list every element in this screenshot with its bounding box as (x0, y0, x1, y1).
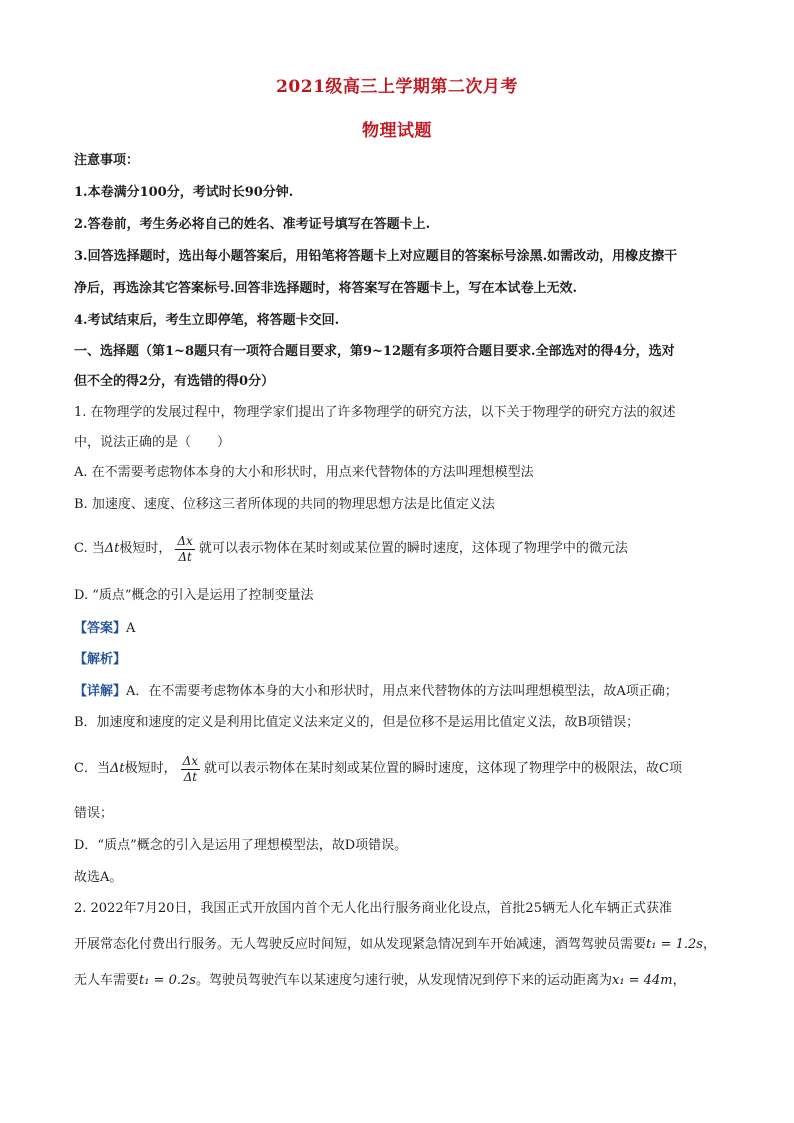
notice-item-2: 2.答卷前，考生务必将自己的姓名、准考证号填写在答题卡上. (74, 217, 431, 232)
q2-line2-text: 开展常态化付费出行服务。无人驾驶反应时间短，如从发现紧急情况到车开始减速，酒驾驾驶员需要 (74, 937, 647, 952)
option-b: B. 加速度、速度、位移这三者所体现的共同的物理思想方法是比值定义法 (74, 497, 495, 512)
option-a: A. 在不需要考虑物体本身的大小和形状时，用点来代替物体的方法叫理想模型法 (74, 465, 534, 480)
q2-line2-end: ， (702, 937, 716, 952)
answer-value: A (126, 621, 136, 636)
analysis-tag: 【解析】 (74, 652, 127, 667)
detail-c-delta-t: Δt (109, 761, 125, 776)
q2-line3-mid: 。驾驶员驾驶汽车以某速度匀速行驶，从发现情况到停下来的运动距离为 (195, 973, 612, 988)
fraction-denominator: Δt (178, 549, 192, 564)
option-c-delta-t: Δt (104, 541, 120, 556)
fraction-dx-dt-detail (181, 754, 200, 785)
detail-tag: 【详解】 (74, 684, 127, 699)
detail-b: B．加速度和速度的定义是利用比值定义法来定义的，但是位移不是运用比值定义法，故B项错误； (74, 715, 640, 730)
detail-a-text: A．在不需要考虑物体本身的大小和形状时，用点来代替物体的方法叫理想模型法，故A项正确； (126, 684, 678, 699)
option-c-prefix: C. 当 (74, 541, 105, 556)
detail-c-prefix: C．当 (74, 761, 110, 776)
fraction-dx-dt (175, 534, 194, 565)
q2-t1-driverless: t₁ = 0.2s (139, 973, 196, 988)
section-heading-cont: 但不全的得2分，有选错的得0分） (74, 374, 275, 389)
question-2-line-1: 2. 2022年7月20日，我国正式开放国内首个无人化出行服务商业化设点，首批25辆无人化车辆正式获准 (74, 901, 672, 916)
q2-t1-drunk: t₁ = 1.2s (646, 937, 703, 952)
q2-line3-pre: 无人车需要 (74, 973, 140, 988)
answer-tag: 【答案】 (74, 621, 127, 636)
answer-line (74, 620, 724, 638)
notice-item-4: 4.考试结束后，考生立即停笔，将答题卡交回. (74, 313, 340, 328)
option-c-text: 就可以表示物体在某时刻或某位置的瞬时速度，这体现了物理学中的微元法 (198, 541, 628, 556)
option-d: D. “质点”概念的引入是运用了控制变量法 (74, 588, 314, 603)
question-1-stem: 1. 在物理学的发展过程中，物理学家们提出了许多物理学的研究方法，以下关于物理学的研究方法的叙述 (74, 405, 676, 420)
detail-c-mid: 极短时， (124, 761, 177, 776)
fraction-denominator: Δt (183, 769, 198, 784)
question-1-stem-cont: 中，说法正确的是（ ） (74, 435, 231, 450)
fraction-numerator: Δx (182, 753, 199, 768)
conclusion: 故选A。 (74, 870, 123, 885)
exam-subtitle: 物理试题 (362, 121, 432, 141)
fraction-numerator: Δx (177, 533, 193, 548)
detail-c-cont: 错误； (74, 806, 114, 821)
question-2-line-2 (74, 936, 724, 954)
detail-c-text: 就可以表示物体在某时刻或某位置的瞬时速度，这体现了物理学中的极限法，故C项 (204, 761, 682, 776)
section-heading: 一、选择题（第1~8题只有一项符合题目要求，第9~12题有多项符合题目要求.全部选对的得4分，选对 (74, 344, 675, 359)
q2-x1: x₁ = 44m (611, 973, 673, 988)
question-2-line-3 (74, 972, 724, 990)
notice-heading: 注意事项： (74, 153, 140, 168)
notice-item-3: 3.回答选择题时，选出每小题答案后，用铅笔将答题卡上对应题目的答案标号涂黑.如需改动，用橡皮擦干 (74, 249, 678, 264)
analysis-line (74, 651, 724, 669)
option-c-mid: 极短时， (119, 541, 172, 556)
detail-c (74, 750, 724, 788)
exam-title: 2021级高三上学期第二次月考 (276, 77, 518, 97)
q2-line3-end: ， (672, 973, 686, 988)
option-c (74, 530, 724, 568)
detail-d: D．“质点”概念的引入是运用了理想模型法，故D项错误。 (74, 838, 408, 853)
notice-item-3-cont: 净后，再选涂其它答案标号.回答非选择题时，将答案写在答题卡上，写在本试卷上无效. (74, 281, 578, 296)
notice-item-1: 1.本卷满分100分，考试时长90分钟. (74, 185, 294, 200)
detail-a (74, 683, 724, 701)
